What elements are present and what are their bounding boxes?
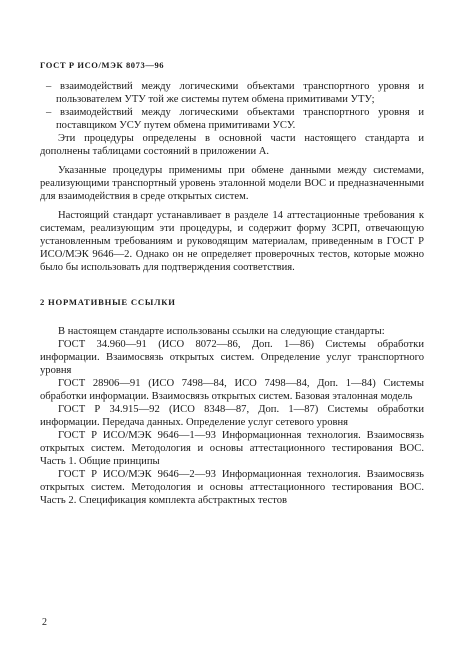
document-body (40, 80, 424, 507)
section-title: 2 НОРМАТИВНЫЕ ССЫЛКИ (40, 297, 176, 307)
reference-item: ГОСТ Р ИСО/МЭК 9646—2—93 Информационная технология. Взаимосвязь открытых систем. Методология и основы аттестационного тестирования ВОС. Часть 2. Спецификация комплекта абстрактных тестов (40, 469, 424, 506)
paragraph: Эти процедуры определены в основной части настоящего стандарта и дополнены таблицами состояний в приложении А. (40, 133, 424, 157)
reference-item: ГОСТ 28906—91 (ИСО 7498—84, ИСО 7498—84, Доп. 1—84) Системы обработки информации. Взаимосвязь открытых систем. Базовая эталонная модель (40, 378, 424, 402)
paragraph: Указанные процедуры применимы при обмене данными между системами, реализующими транспортный уровень эталонной модели ВОС и предназначенными для взаимодействия в среде открытых систем. (40, 165, 424, 202)
document-header: ГОСТ Р ИСО/МЭК 8073—96 (40, 60, 165, 70)
list-item: – взаимодействий между логическими объектами транспортного уровня и пользователем УТУ той же системы путем обмена примитивами УТУ; (46, 81, 424, 105)
paragraph: Настоящий стандарт устанавливает в разделе 14 аттестационные требования к системам, реализующим эти процедуры, и содержит форму ЗСРП, отвечающую установленным требованиям и руководящим материалам, приведенным в ГОСТ Р ИСО/МЭК 9646—2. Однако он не определяет проверочных тестов, которые можно было бы использовать для подтверждения соответствия. (40, 210, 424, 273)
reference-item: ГОСТ Р ИСО/МЭК 9646—1—93 Информационная технология. Взаимосвязь открытых систем. Методология и основы аттестационного тестирования ВОС. Часть 1. Общие принципы (40, 430, 424, 467)
reference-item: ГОСТ Р 34.915—92 (ИСО 8348—87, Доп. 1—87) Системы обработки информации. Передача данных. Определение услуг сетевого уровня (40, 404, 424, 428)
reference-item: ГОСТ 34.960—91 (ИСО 8072—86, Доп. 1—86) Системы обработки информации. Взаимосвязь открытых систем. Определение услуг транспортного уровня (40, 339, 424, 376)
section-lead: В настоящем стандарте использованы ссылки на следующие стандарты: (58, 326, 385, 337)
page-number: 2 (42, 617, 47, 628)
list-item: – взаимодействий между логическими объектами транспортного уровня и поставщиком УСУ путем обмена примитивами УСУ. (46, 107, 424, 131)
